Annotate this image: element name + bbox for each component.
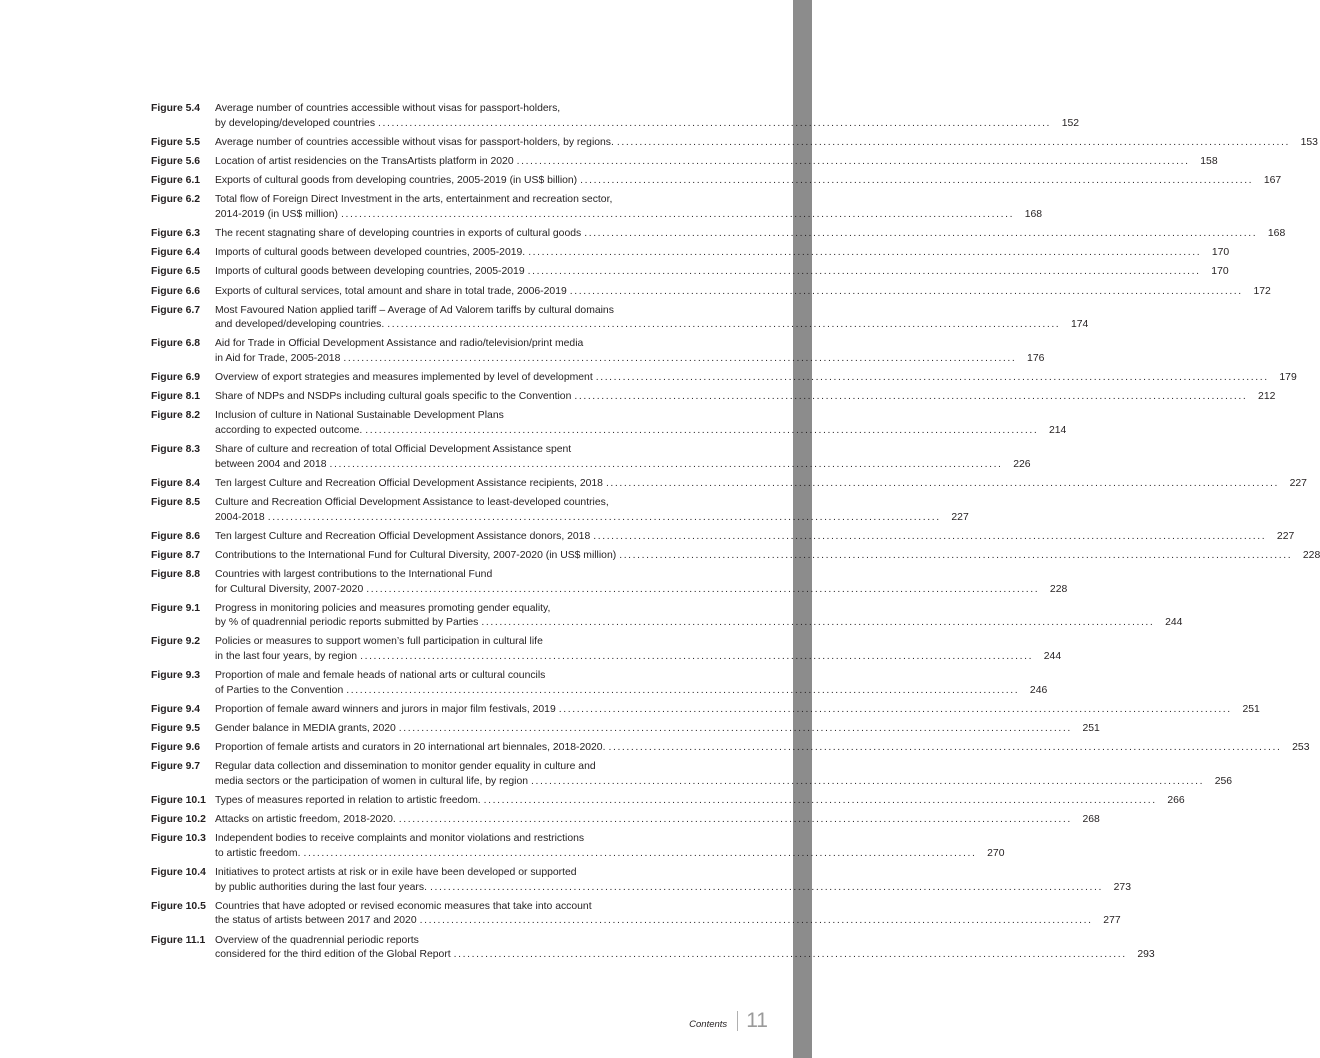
caption-line: Proportion of female award winners and jurors in major film festivals, 2019	[215, 703, 556, 715]
figure-caption	[215, 371, 1297, 386]
caption-last-line	[215, 117, 1080, 132]
caption-last-line	[215, 847, 1005, 862]
page-number[interactable]: 277	[1103, 915, 1121, 927]
toc-entry[interactable]	[151, 390, 1276, 405]
dot-leader: ......................................................................................................................................................	[608, 742, 1282, 754]
figure-label: Figure 5.6	[151, 155, 201, 167]
caption-line: Aid for Trade in Official Development Assistance and radio/television/print media	[215, 338, 584, 350]
dot-leader: ......................................................................................................................................................	[329, 458, 1003, 470]
figure-caption	[215, 496, 969, 525]
caption-line: by public authorities during the last four years.	[215, 881, 427, 893]
dot-leader: ......................................................................................................................................................	[580, 175, 1254, 187]
caption-line: Imports of cultural goods between developed countries, 2005-2019.	[215, 247, 526, 259]
caption-line: Share of culture and recreation of total Official Development Assistance spent	[215, 444, 572, 456]
page-number[interactable]: 227	[951, 511, 969, 523]
footer-page-number: 11	[746, 1009, 768, 1032]
page-number[interactable]: 212	[1258, 391, 1276, 403]
figure-label: Figure 9.1	[151, 602, 201, 614]
caption-line: Types of measures reported in relation to artistic freedom.	[215, 795, 481, 807]
toc-entry[interactable]	[151, 136, 1318, 151]
page-number[interactable]: 176	[1027, 352, 1045, 364]
toc-entry[interactable]	[151, 443, 1031, 472]
caption-last-line	[215, 155, 1218, 170]
dot-leader: ......................................................................................................................................................	[398, 814, 1072, 826]
figure-caption	[215, 794, 1185, 809]
figure-caption	[215, 900, 1121, 929]
page-number[interactable]: 251	[1082, 723, 1100, 734]
figure-label: Figure 8.6	[151, 530, 201, 542]
page-number[interactable]: 168	[1267, 227, 1286, 239]
figure-label: Figure 10.5	[151, 900, 206, 912]
page-number[interactable]: 251	[1242, 703, 1260, 715]
caption-last-line	[215, 549, 1320, 564]
caption-line: Initiatives to protect artists at risk or in exile have been developed or supported	[215, 867, 577, 879]
toc-entry[interactable]	[151, 174, 1282, 189]
toc-entry[interactable]	[151, 900, 1121, 929]
figure-caption	[215, 102, 1080, 131]
figure-label: Figure 6.4	[151, 247, 201, 259]
figure-caption	[215, 760, 1233, 789]
caption-line: in the last four years, by region	[215, 650, 358, 662]
dot-leader: ......................................................................................................................................................	[267, 511, 941, 523]
caption-last-line	[215, 265, 1229, 280]
toc-entry[interactable]	[151, 568, 1068, 597]
dot-leader: ......................................................................................................................................................	[429, 881, 1103, 893]
figure-caption	[215, 174, 1282, 189]
figure-label: Figure 6.7	[151, 304, 201, 316]
caption-line: 2004-2018	[215, 511, 265, 523]
dot-leader: ......................................................................................................................................................	[360, 650, 1034, 662]
caption-line: 2014-2019 (in US$ million)	[215, 208, 339, 220]
figure-label: Figure 6.9	[151, 372, 201, 384]
caption-line: of Parties to the Convention	[215, 684, 344, 696]
caption-last-line	[215, 616, 1183, 631]
figure-caption	[215, 265, 1229, 280]
toc-entry[interactable]	[151, 741, 1310, 756]
caption-line: according to expected outcome.	[215, 424, 363, 436]
page-footer	[689, 1009, 768, 1033]
figure-caption	[215, 285, 1271, 300]
dot-leader: ......................................................................................................................................................	[378, 117, 1052, 129]
caption-line: Regular data collection and dissemination to monitor gender equality in culture and	[215, 761, 596, 773]
caption-last-line	[215, 684, 1048, 699]
figure-label: Figure 8.3	[151, 444, 201, 456]
caption-last-line	[215, 227, 1286, 242]
caption-last-line	[215, 285, 1271, 300]
figure-label: Figure 5.4	[151, 103, 201, 114]
figure-label: Figure 8.7	[151, 549, 201, 561]
caption-line: Ten largest Culture and Recreation Official Development Assistance donors, 2018	[215, 530, 591, 542]
figure-label: Figure 10.2	[151, 814, 206, 826]
page-number[interactable]: 244	[1165, 617, 1183, 629]
figure-caption	[215, 722, 1100, 737]
toc-entry[interactable]	[151, 246, 1230, 261]
page-number[interactable]: 168	[1024, 208, 1043, 220]
caption-last-line	[215, 458, 1031, 473]
caption-line: Gender balance in MEDIA grants, 2020	[215, 723, 396, 734]
dot-leader: ......................................................................................................................................................	[343, 352, 1017, 364]
figure-caption	[215, 568, 1068, 597]
toc-entry[interactable]	[151, 722, 1100, 737]
figure-label: Figure 8.2	[151, 410, 201, 422]
dot-leader: ......................................................................................................................................................	[527, 266, 1201, 278]
caption-last-line	[215, 174, 1282, 189]
toc-entry[interactable]	[151, 337, 1045, 366]
caption-line: Imports of cultural goods between developing countries, 2005-2019	[215, 266, 525, 278]
figure-caption	[215, 813, 1100, 828]
figure-caption	[215, 136, 1318, 151]
caption-last-line	[215, 914, 1121, 929]
dot-leader: ......................................................................................................................................................	[528, 247, 1202, 259]
figure-label: Figure 10.4	[151, 867, 206, 879]
toc-entry[interactable]	[151, 760, 1233, 789]
dot-leader: ......................................................................................................................................................	[365, 424, 1039, 436]
figure-caption	[215, 193, 1043, 222]
page-number[interactable]: 270	[987, 847, 1005, 859]
footer-divider	[737, 1011, 738, 1031]
figure-caption	[215, 443, 1031, 472]
figure-caption	[215, 337, 1045, 366]
caption-line: Average number of countries accessible without visas for passport-holders,	[215, 103, 561, 114]
caption-line: Proportion of male and female heads of national arts or cultural councils	[215, 670, 546, 682]
toc-entry[interactable]	[151, 602, 1183, 631]
page-number[interactable]: 228	[1049, 583, 1068, 595]
toc-entry[interactable]	[151, 669, 1048, 698]
figure-label: Figure 9.5	[151, 723, 201, 734]
page-number[interactable]: 170	[1211, 247, 1230, 259]
dot-leader: ......................................................................................................................................................	[481, 617, 1155, 629]
caption-last-line	[215, 881, 1131, 896]
figure-caption	[215, 304, 1089, 333]
toc-entry[interactable]	[151, 549, 1320, 564]
caption-line: Overview of the quadrennial periodic reports	[215, 934, 419, 946]
toc-entry[interactable]	[151, 265, 1229, 280]
toc-entry[interactable]	[151, 371, 1297, 386]
caption-line: Most Favoured Nation applied tariff – Average of Ad Valorem tariffs by cultural domains	[215, 304, 614, 316]
page-number[interactable]: 152	[1061, 117, 1080, 129]
caption-last-line	[215, 511, 969, 526]
dot-leader: ......................................................................................................................................................	[593, 530, 1267, 542]
toc-entry[interactable]	[151, 934, 1155, 963]
dot-leader: ......................................................................................................................................................	[595, 372, 1269, 384]
figure-label: Figure 9.4	[151, 703, 201, 715]
figure-label: Figure 6.8	[151, 338, 201, 350]
figure-caption	[215, 390, 1276, 405]
dot-leader: ......................................................................................................................................................	[616, 136, 1290, 148]
page-number[interactable]: 167	[1263, 175, 1282, 187]
figure-label: Figure 8.8	[151, 569, 201, 581]
page-number[interactable]: 266	[1167, 795, 1185, 807]
dot-leader: ......................................................................................................................................................	[558, 703, 1232, 715]
caption-line: in Aid for Trade, 2005-2018	[215, 352, 341, 364]
figure-label: Figure 9.7	[151, 761, 201, 773]
caption-last-line	[215, 741, 1310, 756]
figure-label: Figure 8.1	[151, 391, 201, 403]
caption-line: Share of NDPs and NSDPs including cultural goals specific to the Convention	[215, 391, 572, 403]
figure-caption	[215, 530, 1295, 545]
figure-label: Figure 9.2	[151, 636, 201, 648]
caption-line: Total flow of Foreign Direct Investment in the arts, entertainment and recreation sector,	[215, 194, 613, 206]
page-number[interactable]: 273	[1113, 881, 1131, 893]
dot-leader: ......................................................................................................................................................	[584, 227, 1258, 239]
page-number[interactable]: 174	[1070, 319, 1089, 331]
caption-line: Progress in monitoring policies and measures promoting gender equality,	[215, 602, 551, 614]
figure-caption	[215, 246, 1230, 261]
caption-line: Policies or measures to support women’s full participation in cultural life	[215, 636, 543, 648]
caption-line: Exports of cultural services, total amount and share in total trade, 2006-2019	[215, 285, 567, 297]
toc-entry[interactable]	[151, 635, 1062, 664]
dot-leader: ......................................................................................................................................................	[341, 208, 1015, 220]
caption-line: Location of artist residencies on the TransArtists platform in 2020	[215, 155, 514, 167]
caption-last-line	[215, 948, 1155, 963]
page-number[interactable]: 227	[1289, 477, 1307, 489]
page-number[interactable]: 256	[1214, 775, 1233, 787]
page-number[interactable]: 179	[1279, 372, 1297, 384]
figure-label: Figure 9.6	[151, 742, 201, 754]
page-number[interactable]: 253	[1292, 742, 1310, 754]
toc-entry[interactable]	[151, 477, 1307, 492]
figure-label: Figure 8.4	[151, 477, 201, 489]
caption-last-line	[215, 246, 1230, 261]
caption-line: media sectors or the participation of women in cultural life, by region	[215, 775, 529, 787]
page-number[interactable]: 158	[1200, 155, 1218, 167]
figure-caption	[215, 409, 1067, 438]
figure-label: Figure 5.5	[151, 136, 201, 148]
page-number[interactable]: 226	[1013, 458, 1031, 470]
caption-line: for Cultural Diversity, 2007-2020	[215, 583, 364, 595]
page-number[interactable]: 246	[1029, 684, 1048, 696]
figure-caption	[215, 477, 1307, 492]
figure-caption	[215, 669, 1048, 698]
caption-last-line	[215, 371, 1297, 386]
toc-entry[interactable]	[151, 530, 1295, 545]
dot-leader: ......................................................................................................................................................	[619, 549, 1293, 561]
dot-leader: ......................................................................................................................................................	[453, 949, 1127, 960]
footer-section-label: Contents	[689, 1019, 728, 1030]
dot-leader: ......................................................................................................................................................	[346, 684, 1020, 696]
caption-line: by % of quadrennial periodic reports submitted by Parties	[215, 617, 479, 629]
dot-leader: ......................................................................................................................................................	[419, 915, 1093, 927]
caption-last-line	[215, 583, 1068, 598]
figure-label: Figure 6.2	[151, 194, 201, 206]
caption-line: the status of artists between 2017 and 2020	[215, 915, 417, 927]
figure-label: Figure 10.3	[151, 833, 206, 845]
caption-line: Average number of countries accessible without visas for passport-holders, by regions.	[215, 136, 614, 148]
figure-caption	[215, 227, 1286, 242]
page-number[interactable]: 172	[1253, 285, 1271, 297]
toc-entry[interactable]	[151, 102, 1080, 131]
figure-caption	[215, 155, 1218, 170]
toc-entry[interactable]	[151, 285, 1271, 300]
caption-last-line	[215, 318, 1089, 333]
figure-label: Figure 6.6	[151, 285, 201, 297]
dot-leader: ......................................................................................................................................................	[398, 723, 1072, 734]
figure-label: Figure 6.3	[151, 227, 201, 239]
toc-entry[interactable]	[151, 794, 1185, 809]
dot-leader: ......................................................................................................................................................	[387, 319, 1061, 331]
page-number[interactable]: 214	[1048, 424, 1067, 436]
caption-line: considered for the third edition of the Global Report	[215, 949, 451, 960]
figure-caption	[215, 703, 1260, 718]
figure-caption	[215, 602, 1183, 631]
caption-line: Overview of export strategies and measures implemented by level of development	[215, 372, 593, 384]
toc-entry[interactable]	[151, 227, 1286, 242]
caption-last-line	[215, 208, 1043, 223]
page-number[interactable]: 293	[1137, 949, 1155, 960]
toc-entry[interactable]	[151, 193, 1043, 222]
caption-line: Contributions to the International Fund for Cultural Diversity, 2007-2020 (in US$ million)	[215, 549, 617, 561]
figure-label: Figure 8.5	[151, 497, 201, 508]
caption-line: Ten largest Culture and Recreation Official Development Assistance recipients, 2018	[215, 477, 603, 489]
caption-last-line	[215, 136, 1318, 151]
page-number[interactable]: 227	[1276, 530, 1295, 542]
dot-leader: ......................................................................................................................................................	[569, 285, 1243, 297]
caption-last-line	[215, 390, 1276, 405]
caption-line: to artistic freedom.	[215, 847, 301, 859]
dot-leader: ......................................................................................................................................................	[574, 391, 1248, 403]
caption-line: Proportion of female artists and curators in 20 international art biennales, 2018-2020.	[215, 742, 606, 754]
figure-label: Figure 11.1	[151, 934, 206, 946]
figure-caption	[215, 832, 1005, 861]
dot-leader: ......................................................................................................................................................	[483, 795, 1157, 807]
dot-leader: ......................................................................................................................................................	[516, 155, 1190, 167]
caption-last-line	[215, 722, 1100, 737]
page-number[interactable]: 153	[1300, 136, 1318, 148]
figure-caption	[215, 866, 1131, 895]
caption-line: Countries with largest contributions to the International Fund	[215, 569, 493, 581]
list-of-figures	[151, 102, 1320, 967]
caption-last-line	[215, 530, 1295, 545]
figure-caption	[215, 549, 1320, 564]
figure-caption	[215, 741, 1310, 756]
caption-line: by developing/developed countries	[215, 117, 376, 129]
toc-entry[interactable]	[151, 832, 1005, 861]
caption-last-line	[215, 424, 1067, 439]
caption-last-line	[215, 775, 1233, 790]
toc-entry[interactable]	[151, 496, 969, 525]
page-number[interactable]: 170	[1211, 266, 1229, 278]
page-number[interactable]: 228	[1302, 549, 1320, 561]
caption-last-line	[215, 650, 1062, 665]
page-number[interactable]: 268	[1082, 814, 1100, 826]
toc-entry[interactable]	[151, 703, 1260, 718]
toc-entry[interactable]	[151, 155, 1218, 170]
dot-leader: ......................................................................................................................................................	[366, 583, 1040, 595]
figure-label: Figure 6.1	[151, 175, 201, 187]
caption-line: between 2004 and 2018	[215, 458, 327, 470]
caption-line: Inclusion of culture in National Sustainable Development Plans	[215, 410, 504, 422]
dot-leader: ......................................................................................................................................................	[303, 847, 977, 859]
caption-line: Culture and Recreation Official Development Assistance to least-developed countries,	[215, 497, 609, 508]
caption-last-line	[215, 477, 1307, 492]
caption-line: The recent stagnating share of developing countries in exports of cultural goods	[215, 227, 582, 239]
figure-caption	[215, 635, 1062, 664]
caption-last-line	[215, 703, 1260, 718]
toc-entry[interactable]	[151, 409, 1067, 438]
figure-caption	[215, 934, 1155, 963]
caption-line: Attacks on artistic freedom, 2018-2020.	[215, 814, 396, 826]
caption-last-line	[215, 794, 1185, 809]
caption-last-line	[215, 352, 1045, 367]
dot-leader: ......................................................................................................................................................	[531, 775, 1205, 787]
caption-line: Exports of cultural goods from developing countries, 2005-2019 (in US$ billion)	[215, 175, 578, 187]
toc-entry[interactable]	[151, 304, 1089, 333]
caption-last-line	[215, 813, 1100, 828]
caption-line: Countries that have adopted or revised economic measures that take into account	[215, 900, 592, 912]
page-number[interactable]: 244	[1043, 650, 1062, 662]
toc-entry[interactable]	[151, 813, 1100, 828]
toc-entry[interactable]	[151, 866, 1131, 895]
figure-label: Figure 6.5	[151, 266, 201, 278]
caption-line: and developed/developing countries.	[215, 319, 385, 331]
dot-leader: ......................................................................................................................................................	[605, 477, 1279, 489]
figure-label: Figure 9.3	[151, 670, 201, 682]
caption-line: Independent bodies to receive complaints and monitor violations and restrictions	[215, 833, 585, 845]
figure-label: Figure 10.1	[151, 795, 206, 807]
